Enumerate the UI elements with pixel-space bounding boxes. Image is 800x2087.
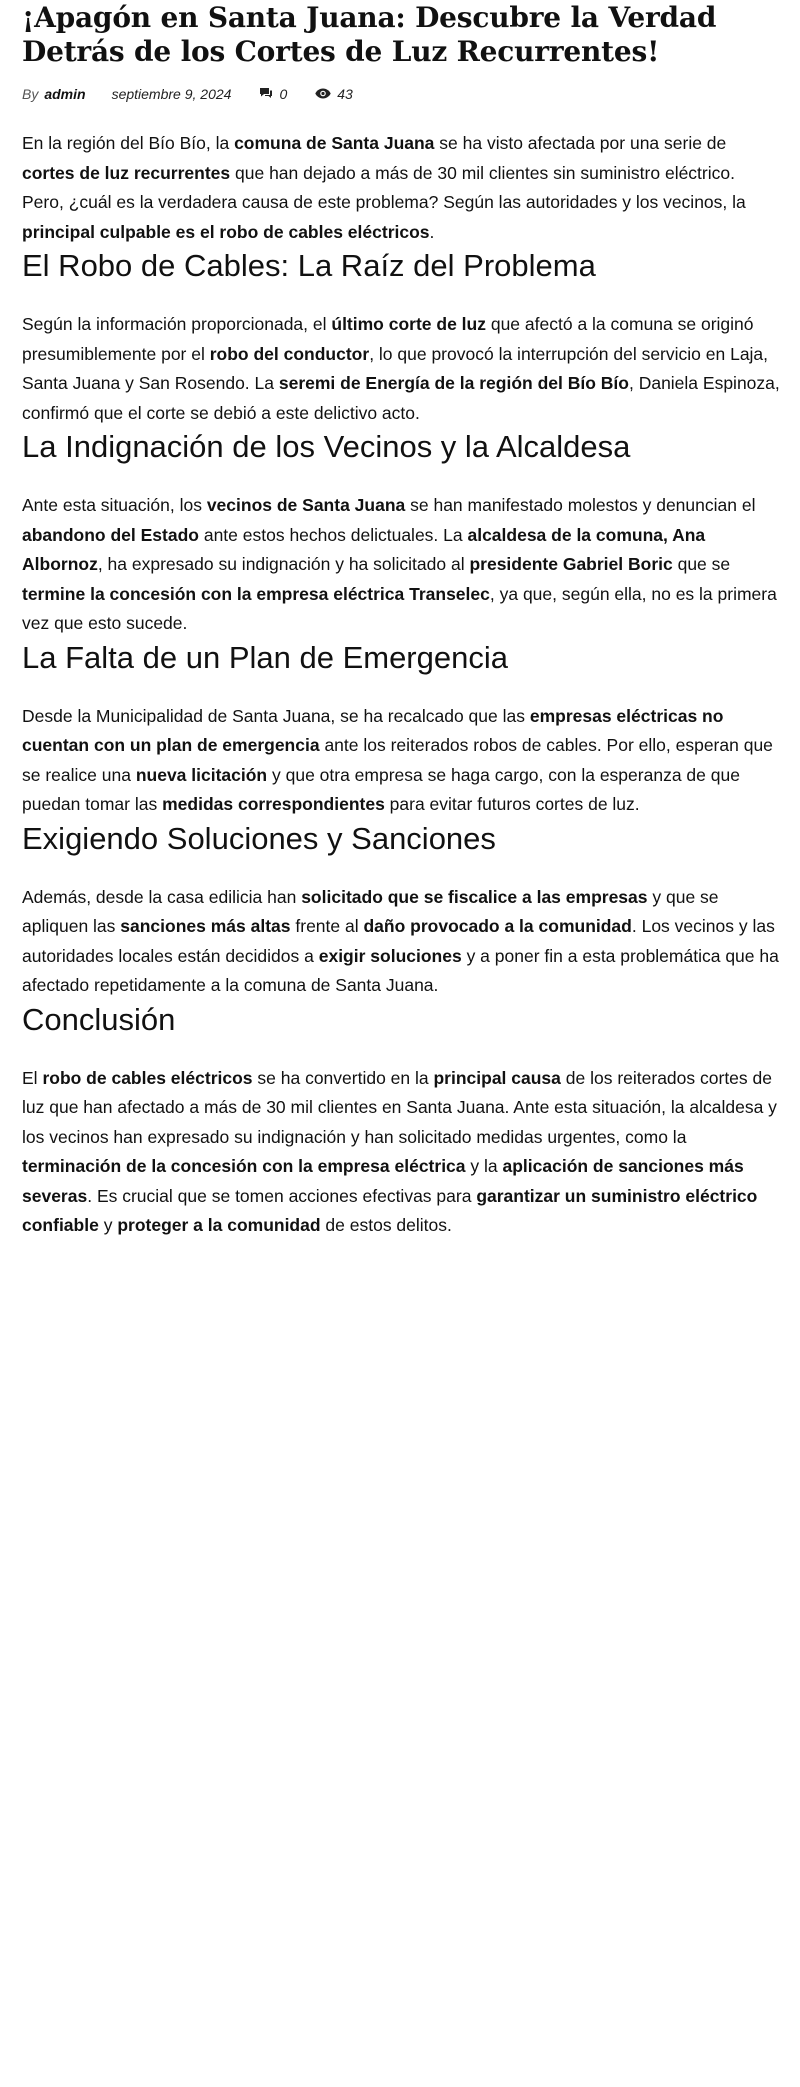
section-paragraph xyxy=(22,310,780,428)
section-heading: Conclusión xyxy=(22,1001,176,1037)
bold-text: solicitado que se fiscalice a las empresas xyxy=(301,886,648,907)
text-run: ante los reiterados robos de cables. Por ello, esperan que se realice una xyxy=(22,735,773,785)
comments-count-value: 0 xyxy=(279,86,288,102)
views-count-value: 43 xyxy=(337,86,353,102)
bold-text: presidente Gabriel Boric xyxy=(469,554,673,574)
bold-text: último corte de luz xyxy=(331,314,486,334)
eye-icon xyxy=(315,86,337,102)
bold-text: seremi de Energía de la región del Bío Bío xyxy=(278,373,629,393)
bold-text: robo del conductor xyxy=(209,343,370,364)
bold-text: termine la concesión con la empresa eléctrica Transelec xyxy=(22,583,490,604)
text-run: El xyxy=(22,1067,43,1088)
text-run: y xyxy=(98,1215,118,1235)
text-run: Además, desde la casa edilicia han xyxy=(22,886,302,907)
section-paragraph xyxy=(22,702,780,820)
text-run: para evitar futuros cortes de luz. xyxy=(384,794,640,814)
bold-text: proteger a la comunidad xyxy=(117,1215,321,1235)
author-link[interactable]: admin xyxy=(44,86,86,102)
text-run: de estos delitos. xyxy=(320,1215,452,1235)
text-run: que han dejado a más de 30 mil clientes sin suministro eléctrico. Pero, ¿cuál es la verdadera causa de este problema? Según las autoridades y los vecinos, la xyxy=(22,162,746,212)
section-heading: La Indignación de los Vecinos y la Alcaldesa xyxy=(22,429,631,464)
comments-count[interactable] xyxy=(259,86,287,102)
text-run: Ante esta situación, los xyxy=(22,495,207,515)
text-run: que afectó a la comuna se originó presumiblemente por el xyxy=(22,314,754,364)
bold-text: principal causa xyxy=(433,1067,561,1088)
bold-text: garantizar un suministro eléctrico confiable xyxy=(22,1185,758,1235)
text-run: . Es crucial que se tomen acciones efectivas para xyxy=(87,1185,477,1206)
bold-text: alcaldesa de la comuna, Ana Albornoz xyxy=(22,524,706,574)
publish-date: septiembre 9, 2024 xyxy=(111,86,232,102)
bold-text: terminación de la concesión con la empresa eléctrica xyxy=(22,1156,466,1176)
bold-text: sanciones más altas xyxy=(120,916,291,936)
bold-text: exigir soluciones xyxy=(318,945,462,966)
article-meta xyxy=(22,84,780,104)
bold-text: vecinos de Santa Juana xyxy=(206,495,406,515)
text-run: frente al xyxy=(290,916,364,936)
views-count xyxy=(315,86,353,102)
section-paragraph xyxy=(22,491,780,639)
bold-text: aplicación de sanciones más severas xyxy=(22,1156,744,1206)
bold-text: comuna de Santa Juana xyxy=(234,133,435,153)
text-run: , Daniela Espinoza, confirmó que el corte se debió a este delictivo acto. xyxy=(22,373,780,423)
text-run: , ya que, según ella, no es la primera vez que esto sucede. xyxy=(22,583,777,633)
text-run: de los reiterados cortes de luz que han afectado a más de 30 mil clientes en Santa Juana. Ante esta situación, la alcaldesa y los vecinos han expresado su indignación y han solicitado medidas urgentes, como la xyxy=(22,1067,777,1147)
text-run: y que otra empresa se haga cargo, con la esperanza de que puedan tomar las xyxy=(22,764,740,814)
text-run: se ha convertido en la xyxy=(252,1067,434,1088)
bold-text: nueva licitación xyxy=(135,764,268,785)
comments-icon xyxy=(259,86,279,102)
bold-text: medidas correspondientes xyxy=(162,794,385,814)
text-run: ante estos hechos delictuales. La xyxy=(198,524,468,545)
section-heading: El Robo de Cables: La Raíz del Problema xyxy=(22,248,596,283)
text-run: . Los vecinos y las autoridades locales están decididos a xyxy=(22,916,775,966)
text-run: En la región del Bío Bío, la xyxy=(22,133,235,153)
article-title: ¡Apagón en Santa Juana: Descubre la Verdad Detrás de los Cortes de Luz Recurrentes! xyxy=(22,1,717,68)
text-run: y la xyxy=(465,1156,503,1176)
text-run: , lo que provocó la interrupción del servicio en Laja, Santa Juana y San Rosendo. La xyxy=(22,343,769,393)
bold-text: cortes de luz recurrentes xyxy=(22,162,231,183)
intro-paragraph xyxy=(22,129,780,247)
text-run: se ha visto afectada por una serie de xyxy=(434,133,727,153)
text-run: , ha expresado su indignación y ha solicitado al xyxy=(97,554,470,574)
by-label: By xyxy=(22,86,39,102)
text-run: y a poner fin a esta problemática que ha afectado repetidamente a la comuna de Santa Juana. xyxy=(22,945,779,995)
section-heading: Exigiendo Soluciones y Sanciones xyxy=(22,820,496,856)
text-run: y que se apliquen las xyxy=(22,886,719,936)
bold-text: empresas eléctricas no cuentan con un plan de emergencia xyxy=(22,705,724,755)
section-heading: La Falta de un Plan de Emergencia xyxy=(22,639,508,675)
bold-text: daño provocado a la comunidad xyxy=(363,916,632,936)
text-run: Según la información proporcionada, el xyxy=(22,314,332,334)
article xyxy=(22,0,780,1241)
bold-text: robo de cables eléctricos xyxy=(42,1067,253,1088)
section-paragraph xyxy=(22,1064,780,1241)
text-run: que se xyxy=(672,554,731,574)
section-paragraph xyxy=(22,883,780,1001)
text-run: se han manifestado molestos y denuncian el xyxy=(405,495,756,515)
text-run: Desde la Municipalidad de Santa Juana, se ha recalcado que las xyxy=(22,705,530,726)
bold-text: principal culpable es el robo de cables eléctricos xyxy=(22,221,430,242)
text-run: . xyxy=(429,221,435,242)
bold-text: abandono del Estado xyxy=(22,524,199,545)
